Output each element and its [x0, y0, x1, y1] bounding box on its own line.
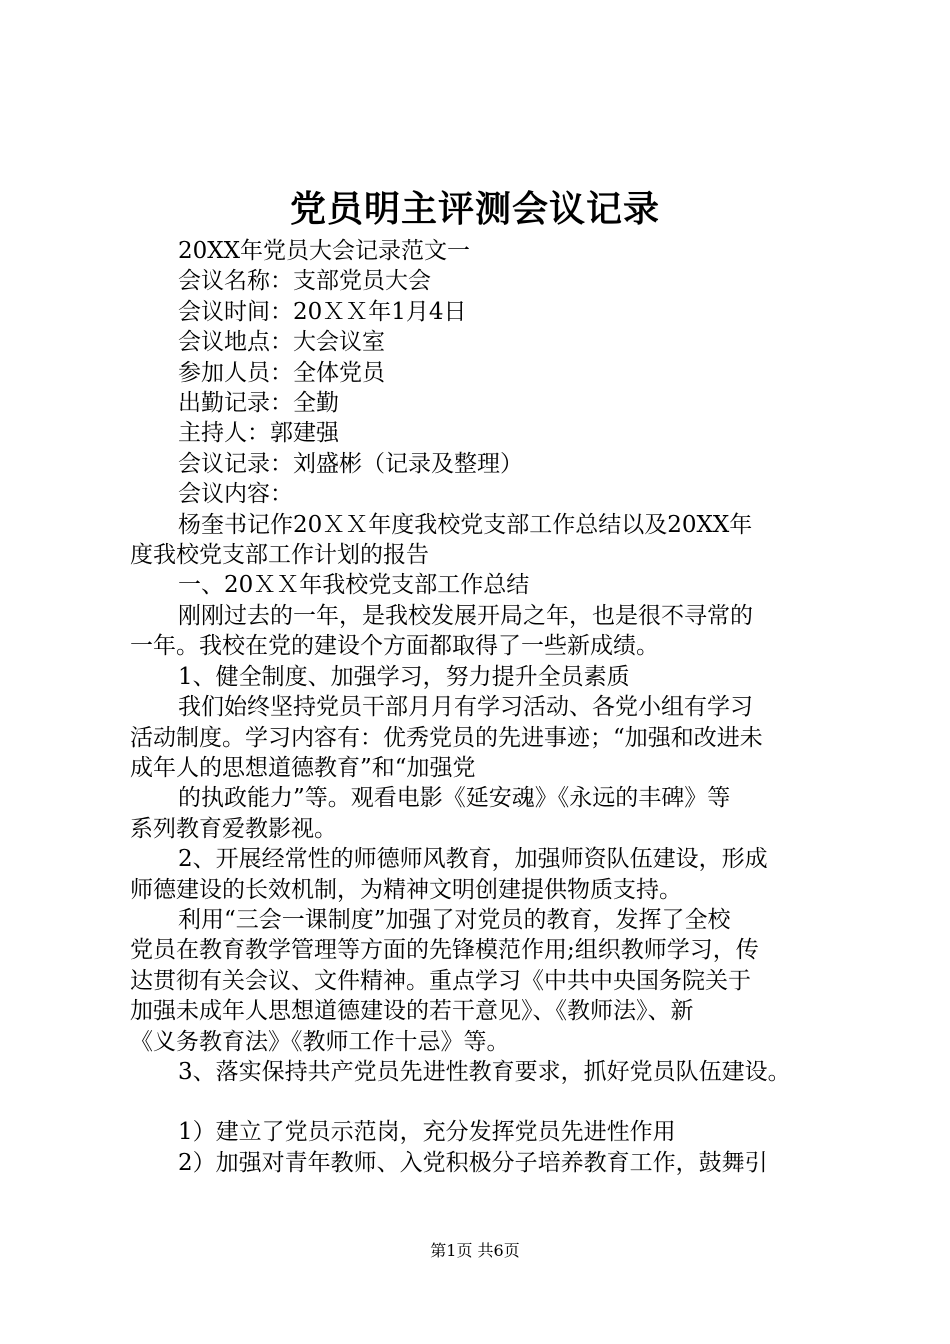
- page-footer: 第1页 共6页: [430, 1241, 520, 1260]
- paragraph-11: 度我校党支部工作计划的报告: [130, 542, 429, 569]
- paragraph-4: 会议地点：大会议室: [178, 329, 385, 356]
- paragraph-5: 参加人员：全体党员: [178, 359, 385, 386]
- paragraph-30: 2）加强对青年教师、入党积极分子培养教育工作，鼓舞引: [178, 1149, 768, 1176]
- paragraph-22: 师德建设的长效机制，为精神文明创建提供物质支持。: [130, 876, 682, 903]
- paragraph-20: 系列教育爱教影视。: [130, 815, 337, 842]
- paragraph-29: 1）建立了党员示范岗，充分发挥党员先进性作用: [178, 1119, 676, 1146]
- paragraph-15: 1、健全制度、加强学习，努力提升全员素质: [178, 663, 630, 690]
- paragraph-6: 出勤记录：全勤: [178, 390, 339, 417]
- paragraph-14: 一年。我校在党的建设个方面都取得了一些新成绩。: [130, 633, 659, 660]
- paragraph-25: 达贯彻有关会议、文件精神。重点学习《中共中央国务院关于: [130, 967, 751, 994]
- paragraph-21: 2、开展经常性的师德师风教育，加强师资队伍建设，形成: [178, 846, 768, 873]
- paragraph-19: 的执政能力”等。观看电影《延安魂》《永远的丰碑》等: [178, 785, 731, 812]
- paragraph-12: 一、20ＸＸ年我校党支部工作总结: [178, 572, 530, 599]
- paragraph-2: 会议名称：支部党员大会: [178, 268, 431, 295]
- paragraph-3: 会议时间：20ＸＸ年1月4日: [178, 298, 467, 325]
- paragraph-10: 杨奎书记作20ＸＸ年度我校党支部工作总结以及20XX年: [178, 511, 753, 538]
- paragraph-13: 刚刚过去的一年，是我校发展开局之年，也是很不寻常的: [178, 602, 753, 629]
- paragraph-23: 利用“三会一课制度”加强了对党员的教育，发挥了全校: [178, 906, 731, 933]
- paragraph-26: 加强未成年人思想道德建设的若干意见》、《教师法》、新: [130, 998, 694, 1025]
- paragraph-17: 活动制度。学习内容有：优秀党员的先进事迹；“加强和改进未: [130, 724, 763, 751]
- paragraph-18: 成年人的思想道德教育”和“加强党: [130, 754, 476, 781]
- paragraph-16: 我们始终坚持党员干部月月有学习活动、各党小组有学习: [178, 694, 753, 721]
- document-title: 党员明主评测会议记录: [289, 188, 660, 230]
- document-body: [130, 236, 838, 1178]
- paragraph-1: 20XX年党员大会记录范文一: [178, 238, 471, 264]
- paragraph-9: 会议内容：: [178, 481, 293, 508]
- paragraph-7: 主持人：郭建强: [178, 420, 339, 447]
- paragraph-28: 3、落实保持共产党员先进性教育要求，抓好党员队伍建设。: [178, 1058, 791, 1085]
- paragraph-27: 《义务教育法》《教师工作十忌》等。: [130, 1028, 510, 1055]
- paragraph-24: 党员在教育教学管理等方面的先锋模范作用;组织教师学习，传: [130, 937, 759, 964]
- paragraph-8: 会议记录：刘盛彬（记录及整理）: [178, 450, 523, 477]
- blank-line: [130, 1087, 838, 1117]
